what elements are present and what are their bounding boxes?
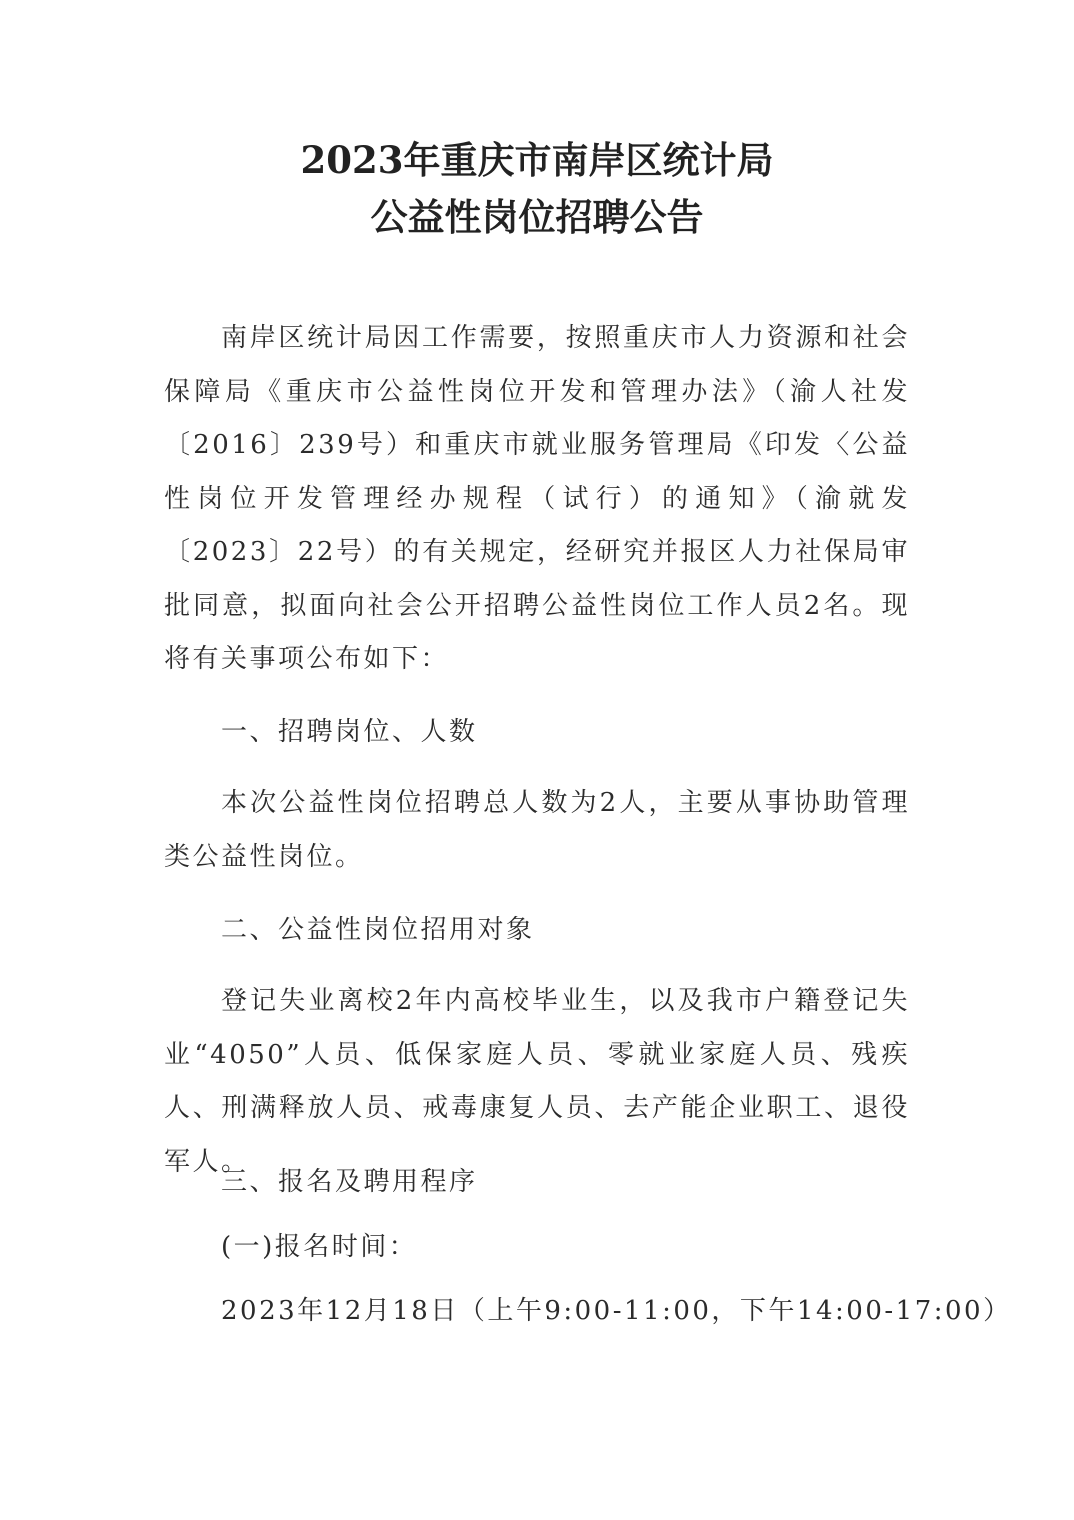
registration-time: 2023年12月18日（上午9:00-11:00，下午14:00-17:00） — [221, 1296, 1012, 1326]
section3-sub1-heading: (一)报名时间： — [221, 1232, 418, 1262]
intro-paragraph: 南岸区统计局因工作需要，按照重庆市人力资源和社会保障局《重庆市公益性岗位开发和管理办法》（渝人社发〔2016〕239号）和重庆市就业服务管理局《印发〈公益性岗位开发管理经办规程（试行）的通知》（渝就发〔2023〕22号）的有关规定，经研究并报区人力社保局审批同意，拟面向社会公开招聘公益性岗位工作人员2名。现将有关事项公布如下： — [164, 323, 910, 674]
section1-body: 本次公益性岗位招聘总人数为2人，主要从事协助管理类公益性岗位。 — [164, 788, 910, 872]
document-title-line2: 公益性岗位招聘公告 — [370, 195, 704, 239]
section2-body: 登记失业离校2年内高校毕业生，以及我市户籍登记失业“4050”人员、低保家庭人员、零就业家庭人员、残疾人、刑满释放人员、戒毒康复人员、去产能企业职工、退役军人。 — [164, 986, 910, 1177]
section2-heading: 二、公益性岗位招用对象 — [221, 915, 535, 945]
section1-heading: 一、招聘岗位、人数 — [221, 717, 478, 747]
section3-heading: 三、报名及聘用程序 — [221, 1167, 478, 1197]
document-title-line1: 2023年重庆市南岸区统计局 — [300, 138, 774, 182]
